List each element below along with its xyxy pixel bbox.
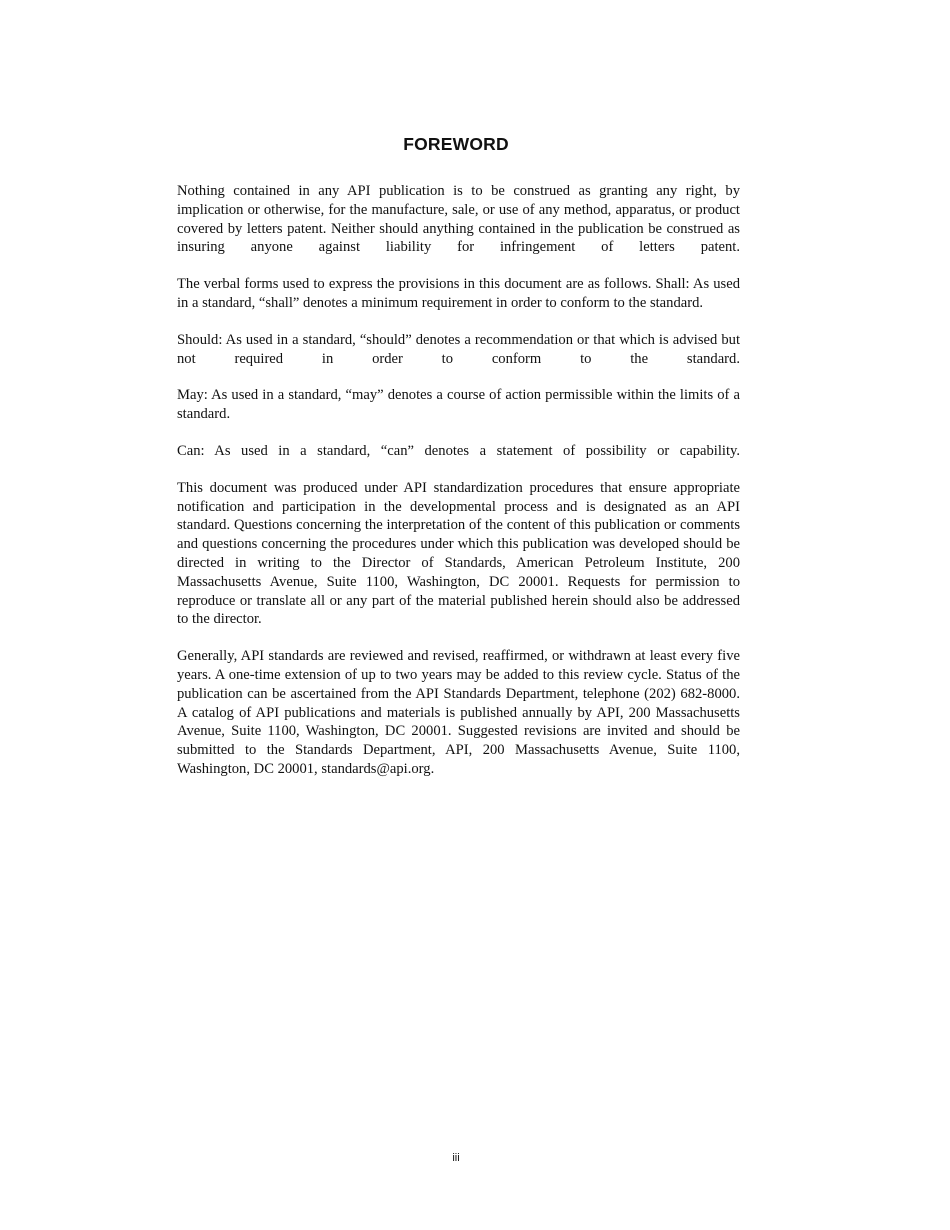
paragraph-standardization-procedures: This document was produced under API standardization procedures that ensure appropriate notification and participation in the developmental process and is designated as an API standard. Questions concerning the interpretation of the content of this publication or comments and questions concerning the procedures under which this publication was developed should be directed in writing to the Director of Standards, American Petroleum Institute, 200 Massachusetts Avenue, Suite 1100, Washington, DC 20001. Requests for permission to reproduce or translate all or any part of the material published herein should also be addressed to the director. <box>177 479 740 628</box>
page-title: FOREWORD <box>403 134 509 154</box>
paragraph-review-cycle: Generally, API standards are reviewed and revised, reaffirmed, or withdrawn at least every five years. A one-time extension of up to two years may be added to this review cycle. Status of the publication can be ascertained from the API Standards Department, telephone (202) 682-8000. A catalog of API publications and materials is published annually by API, 200 Massachusetts Avenue, Suite 1100, Washington, DC 20001. Suggested revisions are invited and should be submitted to the Standards Department, API, 200 Massachusetts Avenue, Suite 1100, Washington, DC 20001, standards@api.org. <box>177 648 740 777</box>
paragraph-verbal-forms-shall: The verbal forms used to express the provisions in this document are as follows. Shall: As used in a standard, “shall” denotes a minimum requirement in order to conform to the standard. <box>177 276 740 311</box>
paragraph-can: Can: As used in a standard, “can” denotes a statement of possibility or capability. <box>177 442 740 459</box>
paragraph-patent-disclaimer: Nothing contained in any API publication is to be construed as granting any right, by implication or otherwise, for the manufacture, sale, or use of any method, apparatus, or product covered by letters patent. Neither should anything contained in the publication be construed as insuring anyone against liability for infringement of letters patent. <box>177 183 740 256</box>
paragraph-may: May: As used in a standard, “may” denotes a course of action permissible within the limits of a standard. <box>177 387 740 423</box>
paragraph-should: Should: As used in a standard, “should” denotes a recommendation or that which is advised but not required in order to conform to the standard. <box>177 331 740 367</box>
foreword-body <box>177 182 740 797</box>
page-number: iii <box>452 1152 460 1164</box>
